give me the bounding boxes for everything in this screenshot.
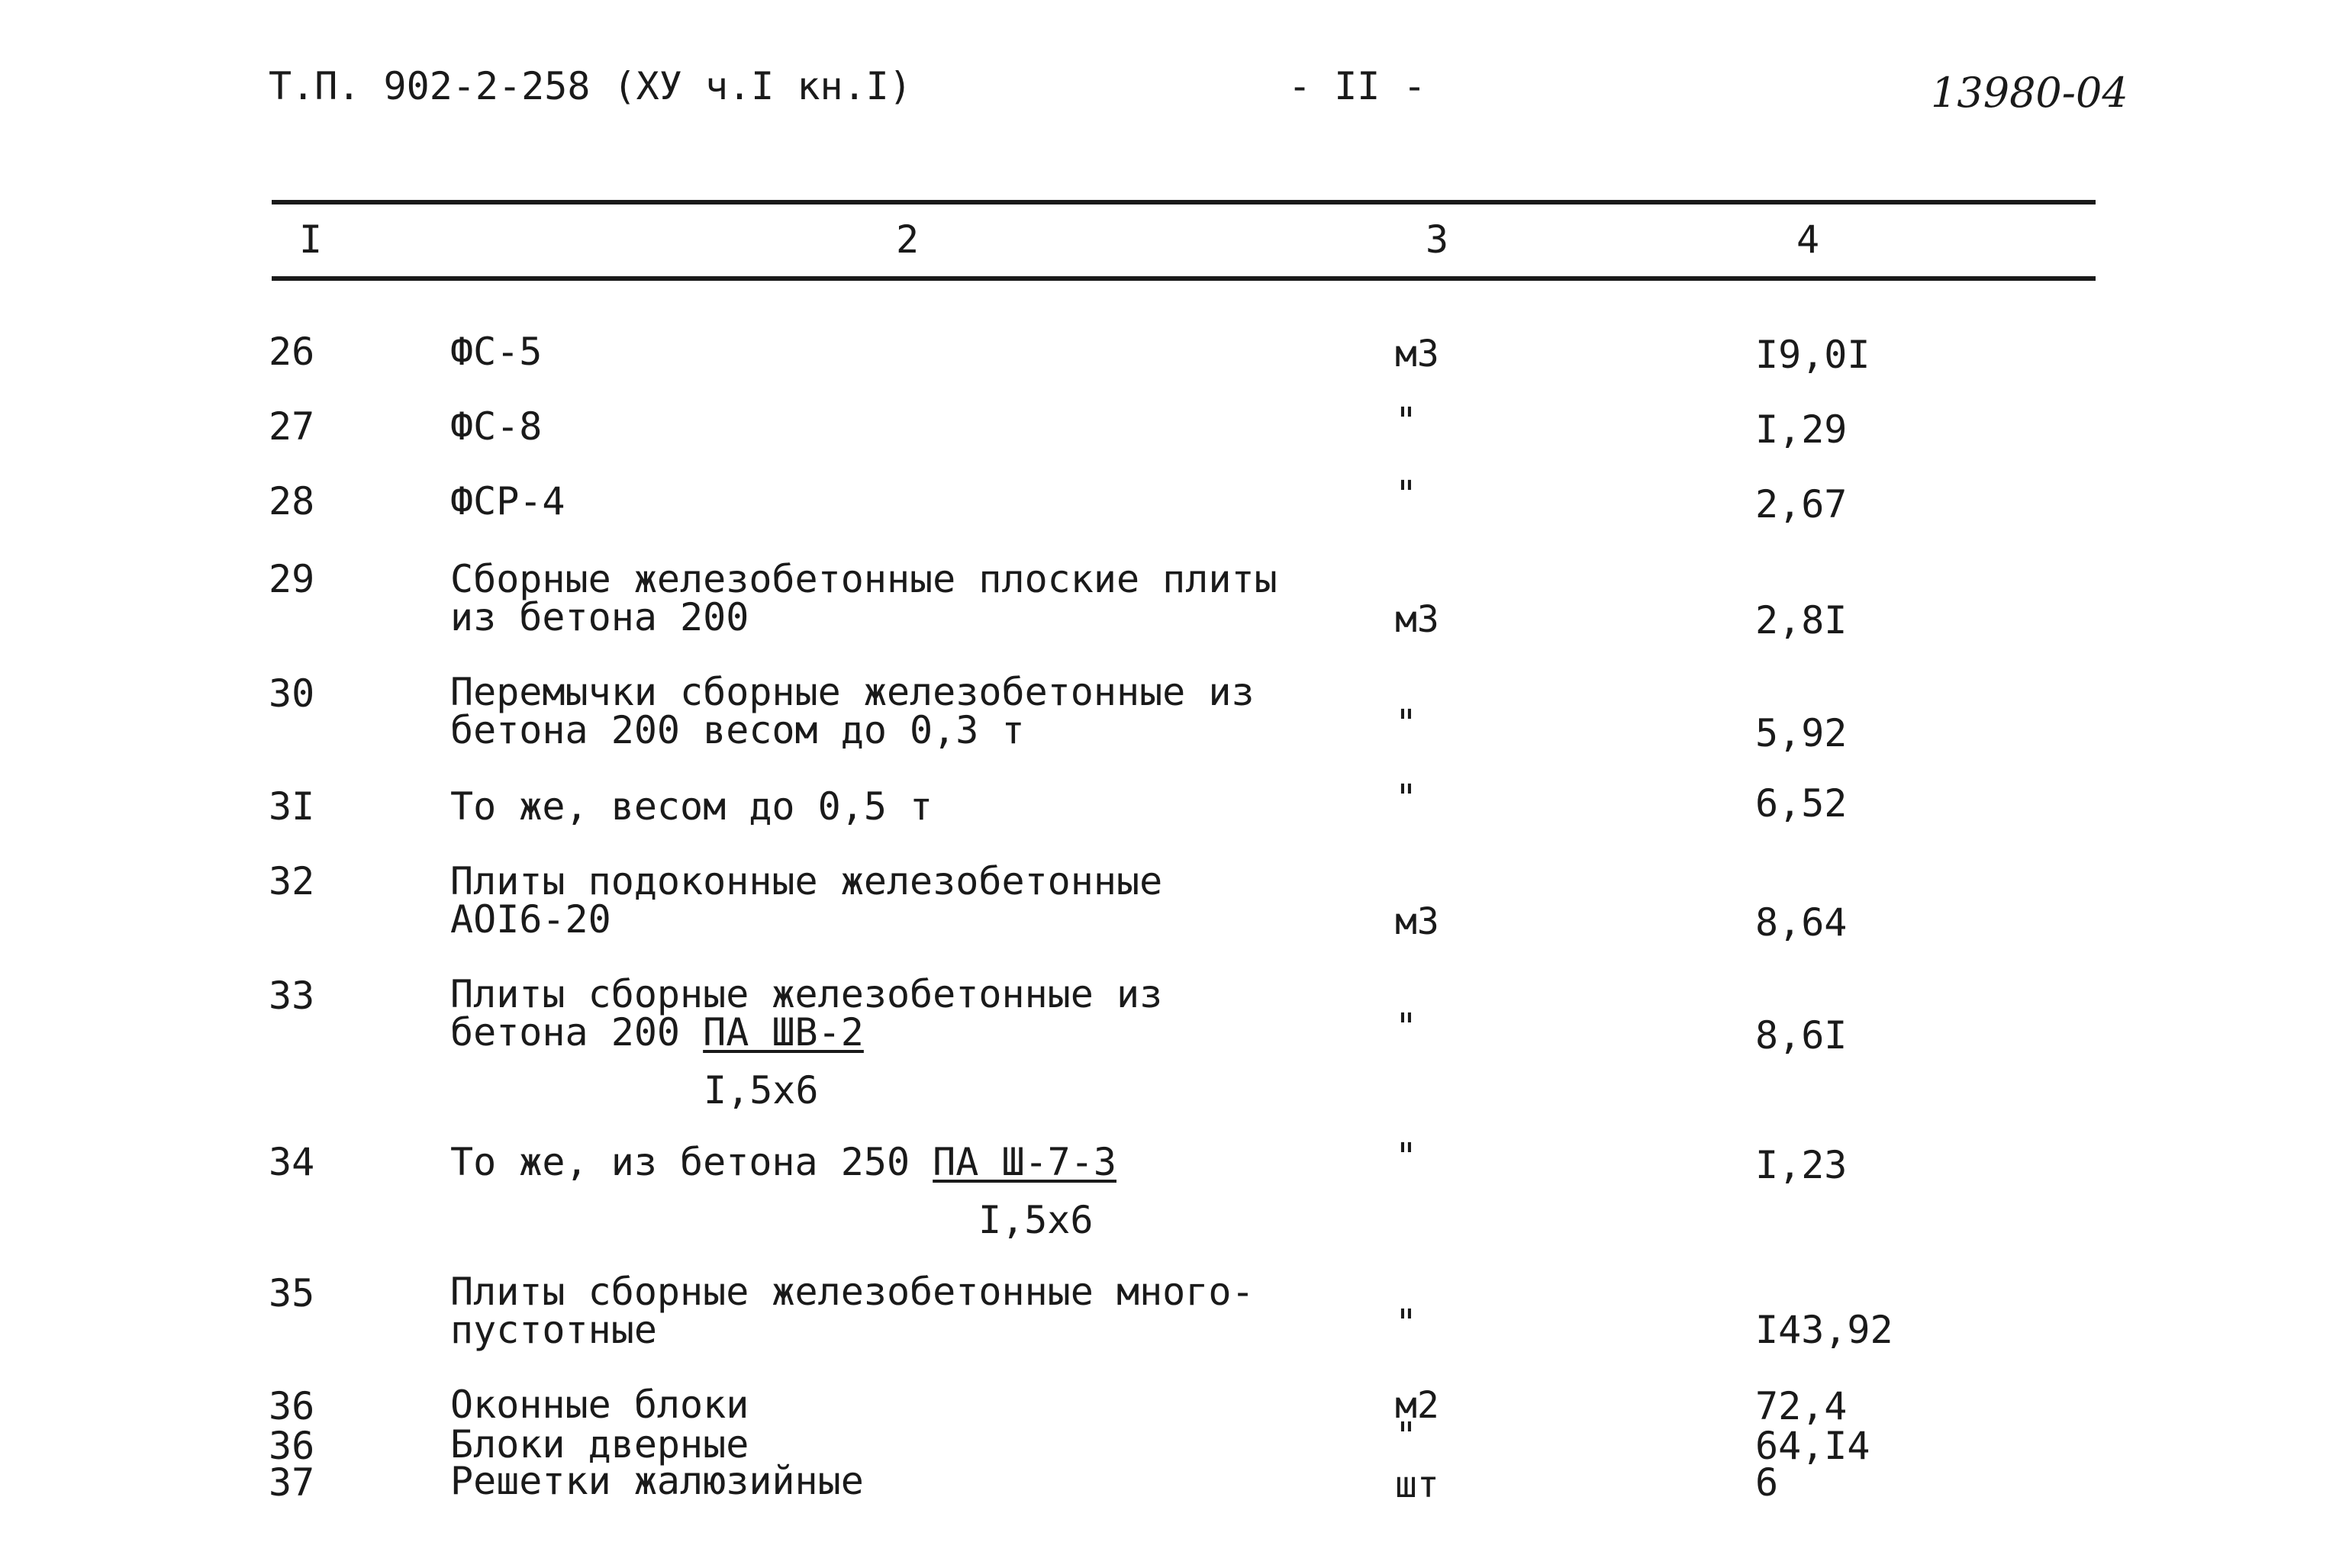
item-quantity: I,29 [1755, 407, 1848, 452]
item-name-line-2: бетона 200 весом до 0,3 т [450, 708, 1025, 752]
item-quantity: I9,0I [1755, 333, 1870, 377]
type-mark-denominator: I,5х6 [704, 1068, 819, 1112]
item-name-line-1: Перемычки сборные железобетонные из [450, 670, 1255, 714]
column-header-3: 3 [1426, 217, 1449, 262]
item-quantity: 2,8I [1755, 598, 1848, 642]
item-unit: " [1395, 1415, 1417, 1457]
item-name-line-2: АОI6-20 [450, 897, 611, 942]
item-unit: " [1395, 1006, 1417, 1048]
item-name-text: бетона 200 [450, 1010, 681, 1054]
column-header-4: 4 [1796, 217, 1820, 262]
table-header-rule [272, 276, 2096, 281]
item-unit: " [1395, 1302, 1417, 1344]
item-unit: " [1395, 400, 1417, 443]
row-number: 29 [269, 557, 315, 601]
item-name: Блоки дверные [450, 1422, 749, 1467]
row-number: 32 [269, 859, 315, 903]
item-quantity: 6 [1755, 1460, 1779, 1505]
item-quantity: I,23 [1755, 1143, 1848, 1187]
item-name-line-1: Сборные железобетонные плоские плиты [450, 557, 1277, 601]
item-name: ФС-8 [450, 404, 543, 449]
row-number: 36 [269, 1384, 315, 1428]
item-name: ФСР-4 [450, 479, 565, 523]
archive-number: 13980-04 [1931, 69, 2128, 117]
item-quantity: 64,I4 [1755, 1424, 1870, 1468]
item-unit: " [1395, 473, 1417, 516]
item-quantity: 6,52 [1755, 781, 1848, 826]
column-header-1: I [299, 217, 323, 262]
row-number: 37 [269, 1460, 315, 1505]
type-mark-numerator: ПА Ш-7-3 [933, 1140, 1116, 1184]
row-number: 30 [269, 671, 315, 716]
item-name: Решетки жалюзийные [450, 1459, 864, 1503]
row-number: 26 [269, 330, 315, 374]
row-number: 28 [269, 479, 315, 523]
row-number: 35 [269, 1271, 315, 1315]
row-number: 27 [269, 404, 315, 449]
item-unit: м3 [1395, 598, 1439, 641]
item-name-line-1: Плиты подоконные железобетонные [450, 859, 1163, 903]
type-mark-denominator: I,5х6 [978, 1198, 1094, 1242]
item-name-line-1: Плиты сборные железобетонные из [450, 972, 1163, 1016]
item-name: Оконные блоки [450, 1383, 749, 1427]
column-header-2: 2 [896, 217, 920, 262]
row-number: 3I [269, 784, 315, 829]
item-quantity: I43,92 [1755, 1308, 1893, 1352]
row-number: 34 [269, 1140, 315, 1184]
item-quantity: 72,4 [1755, 1384, 1848, 1428]
item-unit: м3 [1395, 333, 1439, 375]
item-unit: " [1395, 777, 1417, 819]
type-mark-numerator: ПА ШВ-2 [703, 1010, 864, 1054]
item-name-line-2: пустотные [450, 1308, 657, 1352]
item-unit: шт [1395, 1463, 1439, 1506]
item-unit: " [1395, 1135, 1417, 1178]
item-name-text: То же, из бетона 250 [450, 1140, 910, 1184]
row-number: 36 [269, 1424, 315, 1468]
item-name: То же, весом до 0,5 т [450, 784, 933, 829]
item-name [450, 1140, 1116, 1184]
item-quantity: 8,6I [1755, 1013, 1848, 1058]
item-name-line-2 [450, 1010, 864, 1054]
item-quantity: 8,64 [1755, 900, 1848, 945]
item-unit: м2 [1395, 1384, 1439, 1427]
row-number: 33 [269, 974, 315, 1018]
item-name: ФС-5 [450, 330, 543, 374]
item-quantity: 5,92 [1755, 711, 1848, 755]
item-unit: м3 [1395, 900, 1439, 943]
table-top-rule [272, 200, 2096, 204]
page-number: - II - [1288, 64, 1426, 108]
item-quantity: 2,67 [1755, 482, 1848, 526]
document-reference: Т.П. 902-2-258 (ХУ ч.I кн.I) [269, 64, 912, 108]
item-unit: " [1395, 702, 1417, 745]
item-name-line-1: Плиты сборные железобетонные много- [450, 1270, 1255, 1314]
item-name-line-2: из бетона 200 [450, 595, 749, 639]
